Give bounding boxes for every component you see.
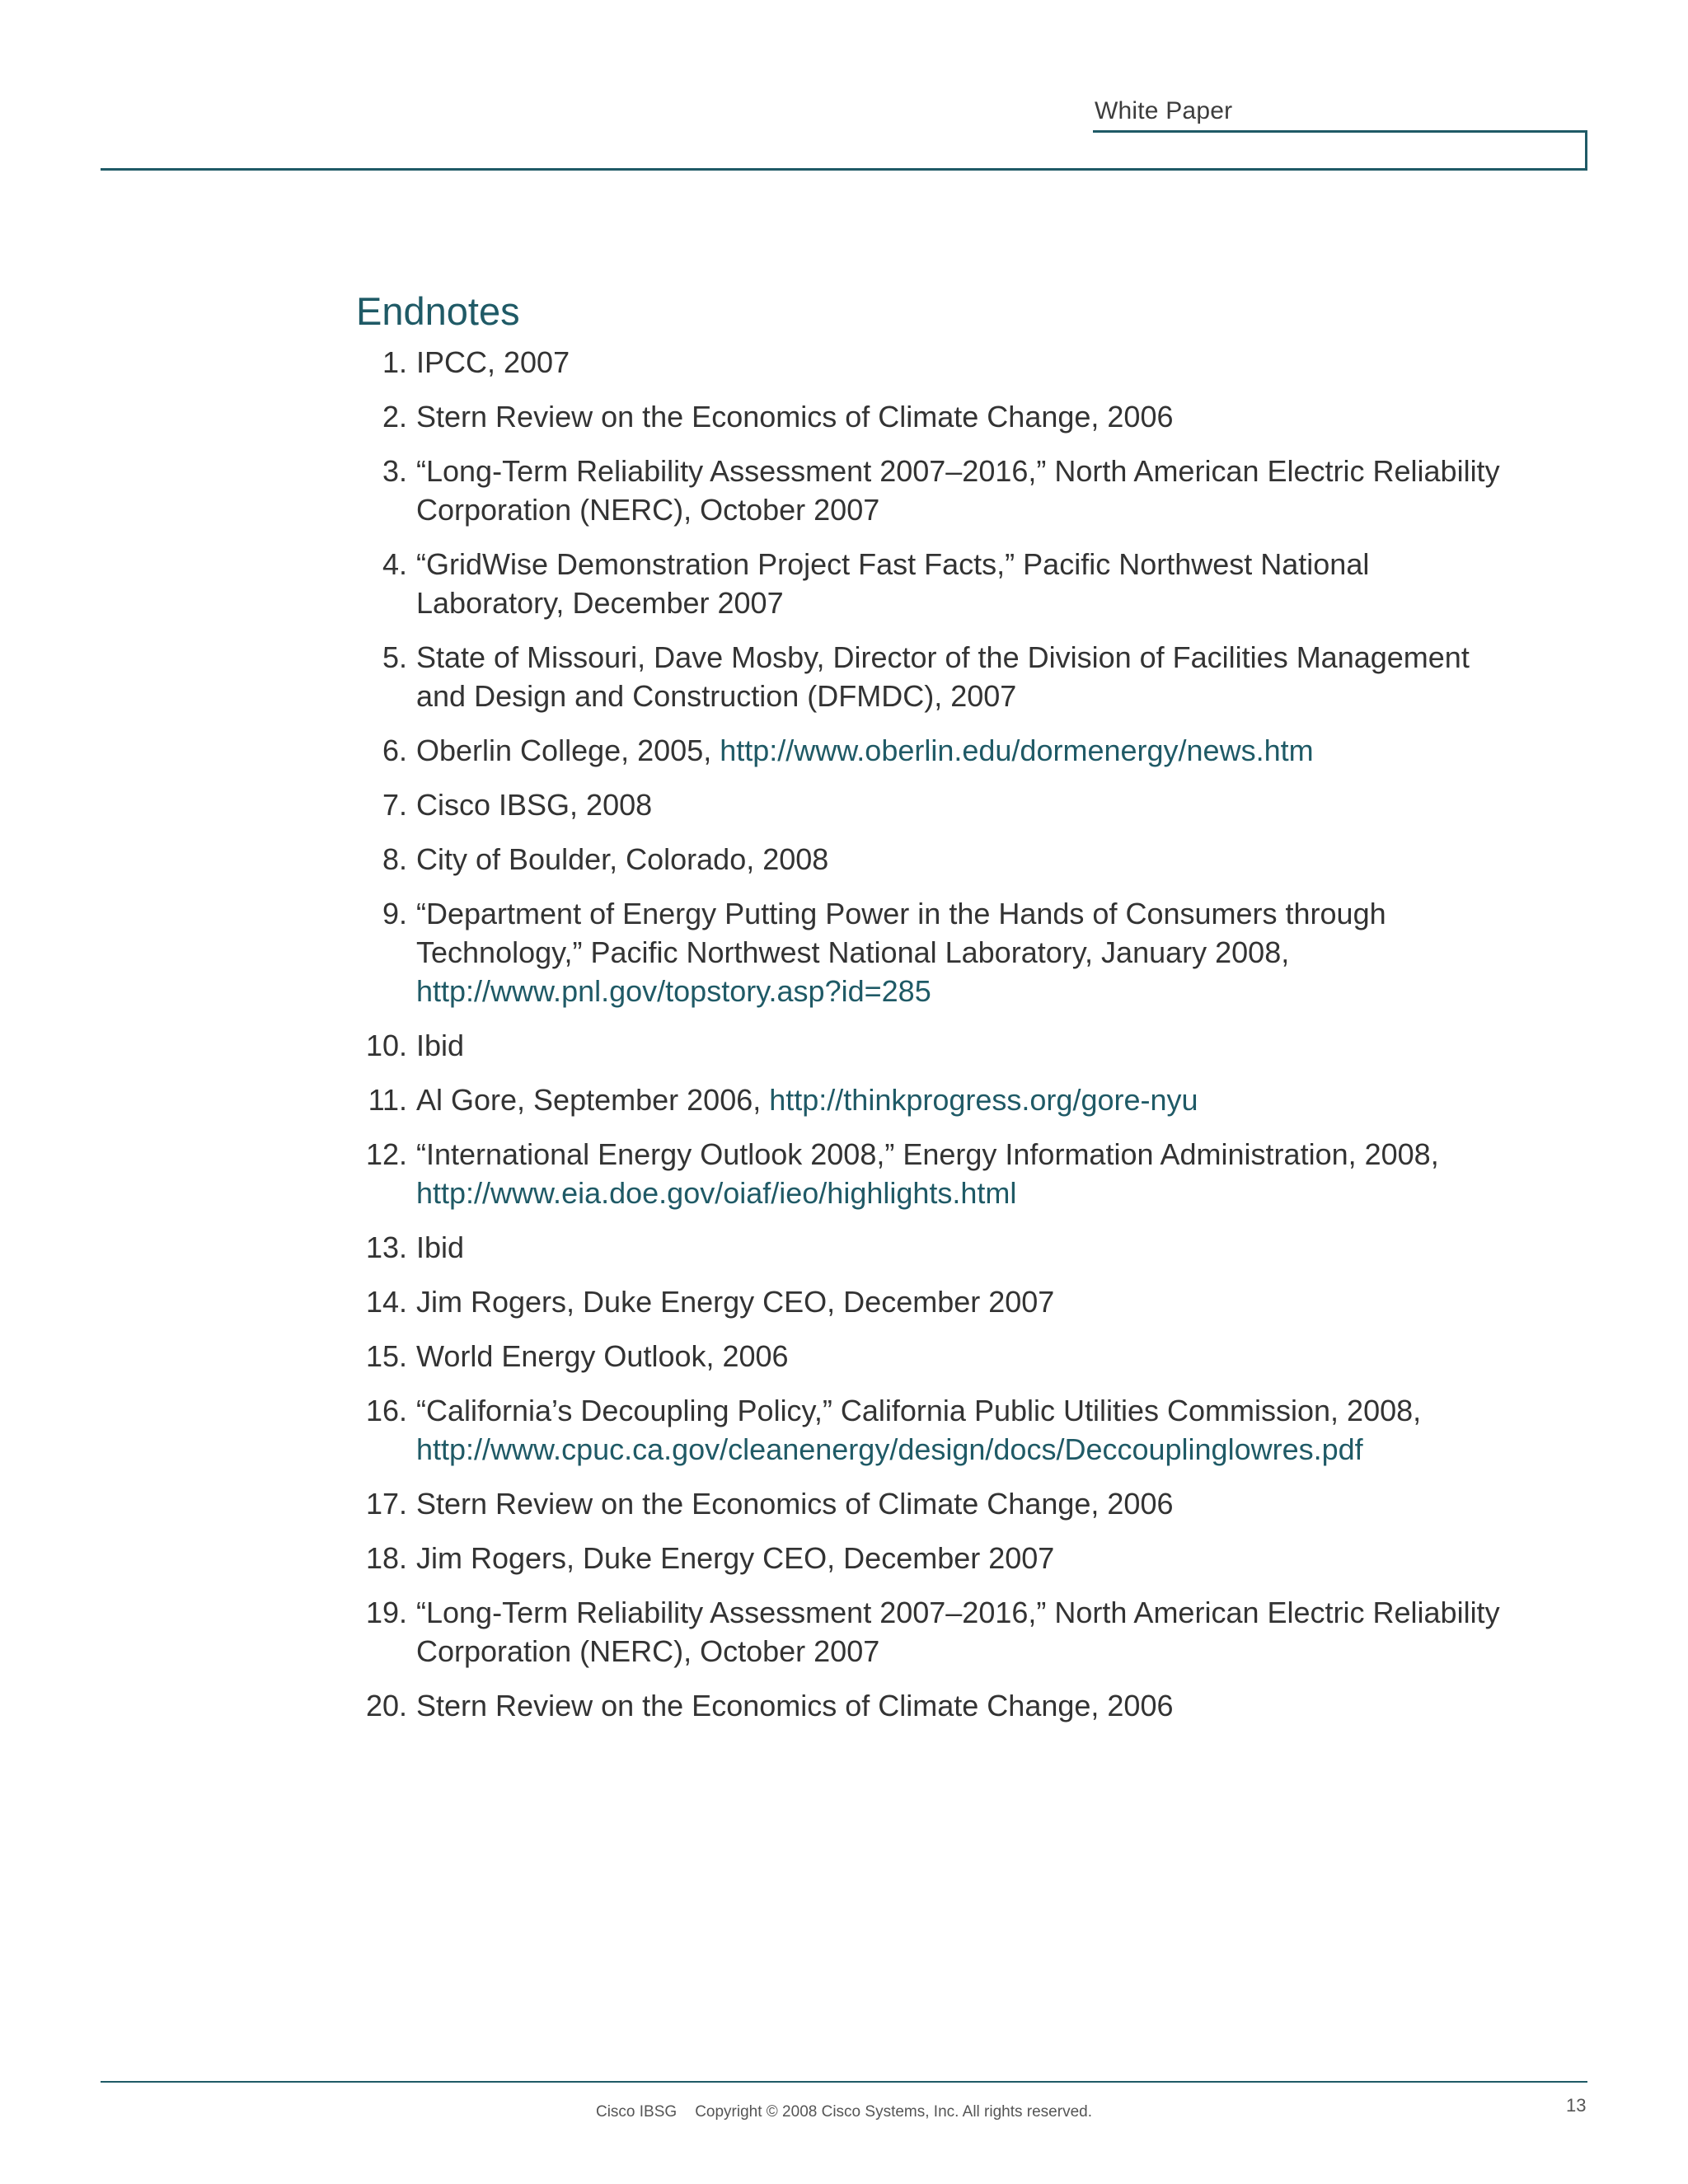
endnote-number: 15. [365, 1339, 407, 1373]
endnote-item [356, 397, 1510, 436]
endnote-number: 4. [382, 547, 407, 581]
footer-divider [101, 2081, 1587, 2083]
endnote-text: Cisco IBSG, 2008 [416, 788, 653, 822]
endnote-item [356, 545, 1510, 622]
endnote-text: “GridWise Demonstration Project Fast Facts,” Pacific Northwest National Laboratory, December 2007 [416, 547, 1370, 620]
endnote-number: 11. [368, 1083, 407, 1117]
endnote-text: “California’s Decoupling Policy,” California Public Utilities Commission, 2008, [416, 1394, 1422, 1427]
endnote-item [356, 1080, 1510, 1119]
endnote-text: “International Energy Outlook 2008,” Energy Information Administration, 2008, [416, 1137, 1439, 1171]
endnote-item [356, 1282, 1510, 1321]
endnote-item [356, 840, 1510, 879]
endnote-item [356, 1593, 1510, 1671]
endnote-text: “Long-Term Reliability Assessment 2007–2016,” North American Electric Reliability Corporation (NERC), October 2007 [416, 1596, 1500, 1668]
endnote-number: 19. [365, 1596, 407, 1629]
endnote-number: 17. [365, 1487, 407, 1521]
endnote-link[interactable]: http://www.cpuc.ca.gov/cleanenergy/design/docs/Deccouplinglowres.pdf [416, 1432, 1363, 1466]
endnote-item [356, 731, 1510, 770]
page-number: 13 [1566, 2095, 1587, 2116]
endnote-number: 7. [382, 788, 407, 822]
footer-company: Cisco IBSG [595, 2103, 678, 2121]
endnote-item [356, 894, 1510, 1010]
endnote-item [356, 1391, 1510, 1469]
endnote-text: Stern Review on the Economics of Climate Change, 2006 [416, 1689, 1174, 1722]
endnote-text: State of Missouri, Dave Mosby, Director of the Division of Facilities Management and Design and Construction (DFMDC), 2007 [416, 640, 1470, 713]
endnote-link[interactable]: http://www.eia.doe.gov/oiaf/ieo/highlights.html [416, 1176, 1017, 1210]
endnote-text: “Department of Energy Putting Power in the Hands of Consumers through Technology,” Pacific Northwest National Laboratory, January 2008, [416, 897, 1386, 969]
endnote-link[interactable]: http://www.pnl.gov/topstory.asp?id=285 [416, 974, 931, 1008]
endnote-item [356, 785, 1510, 824]
endnote-text: Jim Rogers, Duke Energy CEO, December 2007 [416, 1285, 1055, 1319]
endnote-number: 2. [382, 400, 407, 434]
endnote-item [356, 343, 1510, 382]
endnote-text: Stern Review on the Economics of Climate Change, 2006 [416, 1487, 1174, 1521]
section-title: Endnotes [356, 289, 520, 333]
endnote-text: Jim Rogers, Duke Energy CEO, December 2007 [416, 1541, 1055, 1575]
endnote-number: 12. [365, 1137, 407, 1171]
endnote-number: 8. [382, 842, 407, 876]
endnote-item [356, 1539, 1510, 1577]
endnote-item [356, 1484, 1510, 1523]
endnotes-list [356, 343, 1510, 1741]
endnote-number: 18. [365, 1541, 407, 1575]
endnote-link[interactable]: http://thinkprogress.org/gore-nyu [769, 1083, 1198, 1117]
endnote-item [356, 1026, 1510, 1065]
footer-copyright: Copyright © 2008 Cisco Systems, Inc. All rights reserved. [695, 2103, 1092, 2121]
endnote-item [356, 638, 1510, 715]
endnote-number: 10. [365, 1029, 407, 1062]
document-type-label: White Paper [1095, 97, 1233, 124]
endnote-text: City of Boulder, Colorado, 2008 [416, 842, 829, 876]
endnote-number: 6. [382, 733, 407, 767]
endnote-text: Ibid [416, 1230, 465, 1264]
header-divider [101, 168, 1587, 171]
endnote-text: Oberlin College, 2005, [416, 733, 720, 767]
endnote-text: IPCC, 2007 [416, 345, 570, 379]
endnote-text: Al Gore, September 2006, [416, 1083, 770, 1117]
endnote-link[interactable]: http://www.oberlin.edu/dormenergy/news.htm [720, 733, 1314, 767]
endnote-item [356, 1228, 1510, 1267]
endnote-number: 9. [382, 897, 407, 930]
header-tab-frame [1093, 130, 1587, 169]
endnote-text: Ibid [416, 1029, 465, 1062]
endnote-number: 20. [365, 1689, 407, 1722]
endnote-item [356, 1337, 1510, 1376]
endnote-number: 3. [382, 454, 407, 488]
endnote-text: “Long-Term Reliability Assessment 2007–2016,” North American Electric Reliability Corporation (NERC), October 2007 [416, 454, 1500, 527]
endnote-number: 13. [365, 1230, 407, 1264]
footer [0, 2103, 1688, 2121]
endnote-text: Stern Review on the Economics of Climate Change, 2006 [416, 400, 1174, 434]
endnote-number: 16. [365, 1394, 407, 1427]
endnote-item [356, 1686, 1510, 1725]
endnote-item [356, 1135, 1510, 1212]
endnote-number: 14. [365, 1285, 407, 1319]
endnote-text: World Energy Outlook, 2006 [416, 1339, 789, 1373]
endnote-number: 5. [382, 640, 407, 674]
endnote-item [356, 452, 1510, 529]
endnote-number: 1. [382, 345, 407, 379]
